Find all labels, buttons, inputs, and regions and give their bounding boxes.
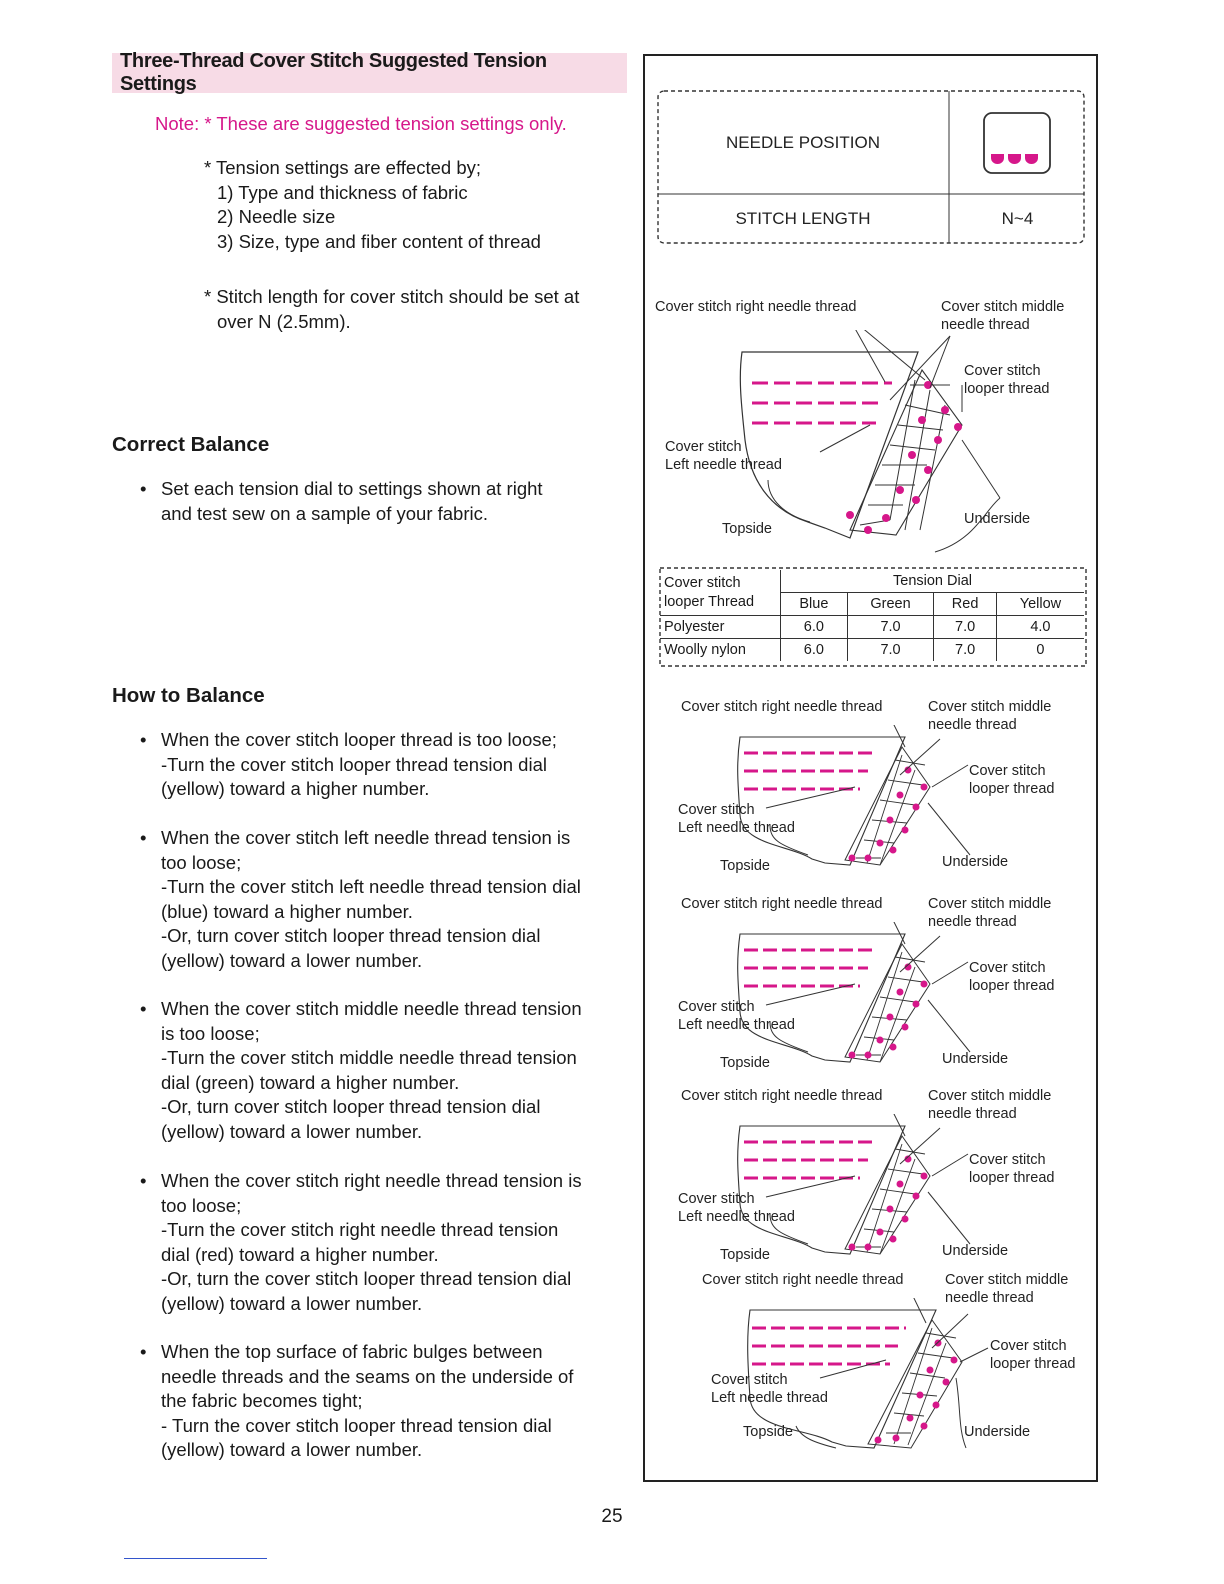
- label-looper: [969, 762, 1054, 798]
- label-line: Cover stitch: [678, 802, 755, 818]
- label-middle-needle: [928, 698, 1051, 734]
- table-cell: 7.0: [847, 639, 934, 662]
- bullet-line: -Turn the cover stitch right needle thread tension: [161, 1219, 559, 1240]
- footer-divider: [124, 1558, 267, 1559]
- balance-bullet-5: • When the top surface of fabric bulges between needle threads and the seams on the underside of the fabric becomes tight; - Turn the cover stitch looper thread tension dial (yellow) toward a lower number.: [161, 1340, 573, 1463]
- tension-factor-1: 1) Type and thickness of fabric: [217, 181, 468, 203]
- tension-factors: [204, 156, 541, 254]
- bullet-line: When the cover stitch right needle thread tension is: [161, 1170, 582, 1191]
- label-right-needle: Cover stitch right needle thread: [681, 699, 883, 715]
- label-looper: [969, 1151, 1054, 1187]
- table-row: [660, 639, 1084, 662]
- table-cell: 7.0: [934, 639, 997, 662]
- table-cell: 6.0: [781, 616, 848, 639]
- bullet-line: -Turn the cover stitch left needle thread tension dial: [161, 876, 581, 897]
- balance-bullet-1: • When the cover stitch looper thread is too loose; -Turn the cover stitch looper thread tension dial (yellow) toward a higher number.: [161, 728, 557, 802]
- label-underside: Underside: [942, 1243, 1009, 1259]
- label-line: needle thread: [945, 1290, 1034, 1306]
- label-middle-needle: [928, 1087, 1051, 1123]
- stitch-note-line-2: over N (2.5mm).: [217, 310, 351, 332]
- label-topside: Topside: [722, 521, 772, 537]
- label-looper: [969, 959, 1054, 995]
- bullet-line: -Turn the cover stitch middle needle thread tension: [161, 1047, 577, 1068]
- label-middle-needle: [928, 895, 1051, 931]
- bullet-line: and test sew on a sample of your fabric.: [161, 502, 489, 524]
- col-green: Green: [847, 593, 934, 616]
- label-line: Cover stitch: [678, 1191, 755, 1207]
- header-line: Cover stitch: [664, 574, 741, 591]
- balance-bullet-4: • When the cover stitch right needle thread tension is too loose; -Turn the cover stitch right needle thread tension dial (red) toward a higher number. -Or, turn the cover stitch looper thread tension dial (yellow) toward a lower number.: [161, 1169, 582, 1316]
- label-left-needle: [665, 438, 782, 474]
- label-underside: Underside: [942, 1051, 1009, 1067]
- bullet-line: When the cover stitch looper thread is too loose;: [161, 729, 557, 750]
- note-text: Note: * These are suggested tension settings only.: [155, 113, 567, 134]
- label-line: needle thread: [928, 914, 1017, 930]
- stitch-length-label: STITCH LENGTH: [735, 209, 871, 228]
- balance-bullet-2: • When the cover stitch left needle thread tension is too loose; -Turn the cover stitch left needle thread tension dial (blue) toward a higher number. -Or, turn cover stitch looper thread tension dial (yellow) toward a lower number.: [161, 826, 581, 973]
- col-blue: Blue: [781, 593, 848, 616]
- bullet-line: too loose;: [161, 851, 242, 873]
- label-line: Cover stitch: [969, 1152, 1046, 1168]
- label-line: Cover stitch middle: [928, 699, 1052, 715]
- label-topside: Topside: [743, 1424, 793, 1440]
- label-right-needle: Cover stitch right needle thread: [681, 1088, 883, 1104]
- page-title: [112, 50, 627, 95]
- label-line: needle thread: [941, 317, 1030, 333]
- label-line: looper thread: [969, 781, 1055, 797]
- label-topside: Topside: [720, 1247, 770, 1263]
- tension-factor-2: 2) Needle size: [217, 206, 336, 227]
- table-row: [660, 570, 1084, 593]
- label-left-needle: [678, 1190, 795, 1226]
- label-underside: Underside: [964, 1424, 1031, 1440]
- label-right-needle: Cover stitch right needle thread: [702, 1272, 904, 1288]
- label-line: Cover stitch: [711, 1372, 788, 1388]
- stitch-length-note: [204, 285, 579, 334]
- label-line: Left needle thread: [665, 457, 782, 473]
- tension-intro: * Tension settings are effected by;: [204, 157, 481, 178]
- label-underside: Underside: [942, 854, 1009, 870]
- row-label: Polyester: [660, 616, 781, 639]
- bullet-line: -Or, turn the cover stitch looper thread tension dial: [161, 1268, 572, 1289]
- label-line: Cover stitch: [678, 999, 755, 1015]
- bullet-line: (yellow) toward a lower number.: [161, 949, 423, 971]
- label-line: Left needle thread: [678, 1017, 795, 1033]
- bullet-line: (yellow) toward a lower number.: [161, 1292, 423, 1314]
- label-line: needle thread: [928, 1106, 1017, 1122]
- label-line: Cover stitch: [990, 1338, 1067, 1354]
- page-number: 25: [601, 1506, 623, 1527]
- bullet-line: (yellow) toward a higher number.: [161, 778, 430, 799]
- table-cell: 7.0: [934, 616, 997, 639]
- bullet-line: is too loose;: [161, 1022, 260, 1044]
- label-line: Cover stitch: [969, 960, 1046, 976]
- table-header-cell: [660, 570, 781, 616]
- label-left-needle: [711, 1371, 828, 1407]
- col-yellow: Yellow: [996, 593, 1084, 616]
- label-right-needle: Cover stitch right needle thread: [655, 299, 857, 315]
- bullet-line: When the cover stitch middle needle thread tension: [161, 998, 582, 1019]
- table-cell: 6.0: [781, 639, 848, 662]
- label-line: Cover stitch middle: [928, 1088, 1052, 1104]
- label-line: Cover stitch middle: [941, 299, 1065, 315]
- bullet-line: dial (green) toward a higher number.: [161, 1071, 460, 1093]
- label-middle-needle: [945, 1271, 1068, 1307]
- tension-factor-3: 3) Size, type and fiber content of thread: [217, 230, 541, 252]
- needle-position-label: NEEDLE POSITION: [726, 133, 880, 152]
- stitch-length-value: N~4: [1001, 209, 1034, 228]
- label-line: Cover stitch: [969, 763, 1046, 779]
- label-line: Left needle thread: [678, 820, 795, 836]
- table-cell: 7.0: [847, 616, 934, 639]
- label-line: looper thread: [964, 381, 1050, 397]
- label-line: looper thread: [969, 978, 1055, 994]
- label-line: Cover stitch: [665, 439, 742, 455]
- label-middle-needle: [941, 298, 1064, 334]
- table-row: [660, 616, 1084, 639]
- needle-position-icon: [982, 111, 1052, 175]
- label-line: Left needle thread: [678, 1209, 795, 1225]
- bullet-line: - Turn the cover stitch looper thread tension dial: [161, 1414, 552, 1436]
- bullet-line: needle threads and the seams on the underside of: [161, 1365, 574, 1387]
- label-topside: Topside: [720, 858, 770, 874]
- label-line: Cover stitch middle: [928, 896, 1052, 912]
- bullet-line: -Or, turn cover stitch looper thread tension dial: [161, 925, 541, 946]
- page-title-text: Three-Thread Cover Stitch Suggested Tension Settings: [120, 50, 547, 95]
- bullet-line: (yellow) toward a lower number.: [161, 1120, 423, 1142]
- how-to-balance-heading: How to Balance: [112, 684, 265, 707]
- balance-bullet-3: • When the cover stitch middle needle thread tension is too loose; -Turn the cover stitch middle needle thread tension dial (green) toward a higher number. -Or, turn cover stitch looper thread tension dial (yellow) toward a lower number.: [161, 997, 582, 1144]
- correct-balance-bullet: • Set each tension dial to settings shown at right and test sew on a sample of your fabric.: [161, 477, 543, 526]
- bullet-line: -Or, turn cover stitch looper thread tension dial: [161, 1096, 541, 1117]
- table-cell: 4.0: [996, 616, 1084, 639]
- bullet-line: too loose;: [161, 1194, 242, 1216]
- row-label: Woolly nylon: [660, 639, 781, 662]
- label-left-needle: [678, 801, 795, 837]
- label-line: looper thread: [969, 1170, 1055, 1186]
- stitch-note-line-1: * Stitch length for cover stitch should be set at: [204, 286, 580, 307]
- bullet-line: (blue) toward a higher number.: [161, 900, 413, 922]
- table-cell: 0: [996, 639, 1084, 662]
- label-topside: Topside: [720, 1055, 770, 1071]
- label-left-needle: [678, 998, 795, 1034]
- label-line: Cover stitch middle: [945, 1272, 1069, 1288]
- bullet-line: Set each tension dial to settings shown at right: [161, 478, 543, 499]
- label-line: Left needle thread: [711, 1390, 828, 1406]
- correct-balance-heading: Correct Balance: [112, 433, 270, 456]
- bullet-line: the fabric becomes tight;: [161, 1390, 363, 1411]
- bullet-line: -Turn the cover stitch looper thread tension dial: [161, 753, 547, 775]
- bullet-line: (yellow) toward a lower number.: [161, 1439, 423, 1460]
- bullet-line: When the cover stitch left needle thread tension is: [161, 827, 571, 848]
- label-line: needle thread: [928, 717, 1017, 733]
- label-underside: Underside: [964, 511, 1031, 527]
- label-looper: [990, 1337, 1075, 1373]
- label-line: looper thread: [990, 1356, 1076, 1372]
- col-red: Red: [934, 593, 997, 616]
- bullet-line: When the top surface of fabric bulges between: [161, 1341, 543, 1362]
- header-line: looper Thread: [664, 593, 755, 610]
- label-looper: [964, 362, 1049, 398]
- label-right-needle: Cover stitch right needle thread: [681, 896, 883, 912]
- label-line: Cover stitch: [964, 363, 1041, 379]
- tension-dial-group-header: Tension Dial: [781, 570, 1085, 593]
- tension-dial-table: [660, 570, 1084, 661]
- bullet-line: dial (red) toward a higher number.: [161, 1243, 439, 1265]
